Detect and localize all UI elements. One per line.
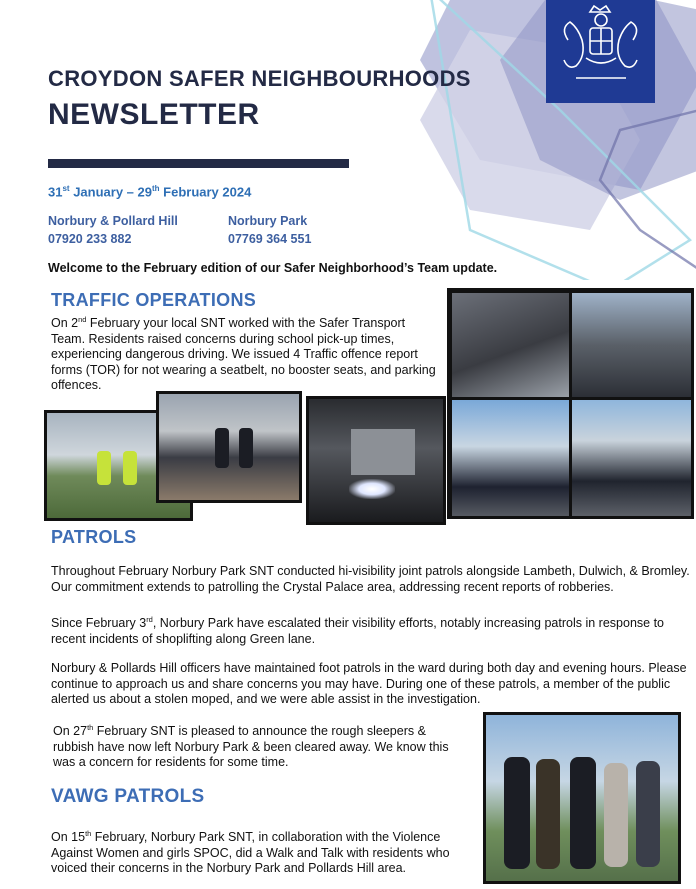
date-range: 31st January – 29th February 2024 bbox=[48, 184, 252, 200]
newsletter-title: CROYDON SAFER NEIGHBOURHOODS bbox=[48, 66, 471, 91]
officer-figure bbox=[215, 428, 229, 468]
photo-officers-trees bbox=[452, 400, 569, 516]
resident-figure bbox=[604, 763, 628, 867]
photo-night-garages bbox=[306, 396, 446, 525]
garage-door bbox=[351, 429, 415, 475]
photo-officers-street bbox=[572, 293, 691, 397]
torch-light bbox=[349, 479, 395, 499]
traffic-operations-heading: TRAFFIC OPERATIONS bbox=[51, 290, 257, 310]
photo-street-patrol bbox=[156, 391, 302, 503]
patrols-paragraph-3: Norbury & Pollards Hill officers have maintained foot patrols in the ward during both day and evening hours. Please continue to approach us and share concerns you may have. During one of these patrols, a member of the public alerted us about a stolen moped, and we were able assist in the investigation. bbox=[51, 661, 687, 706]
patrols-paragraph-4: On 27th February SNT is pleased to announce the rough sleepers & rubbish have now left Norbury Park & been cleared away. We know this was a concern for residents for some time. bbox=[53, 723, 449, 770]
resident-figure bbox=[636, 761, 660, 867]
patrols-heading: PATROLS bbox=[51, 527, 137, 547]
newsletter-subtitle: NEWSLETTER bbox=[48, 98, 260, 131]
contact-norbury-pollard-hill bbox=[48, 212, 178, 248]
vawg-patrols-text: On 15th February, Norbury Park SNT, in collaboration with the Violence Against Women and girls SPOC, did a Walk and Talk with residents who voiced their concerns in the Norbury Park and Pollards Hill area. bbox=[51, 829, 450, 876]
contact-phone[interactable]: 07920 233 882 bbox=[48, 232, 132, 246]
photo-officers-group bbox=[572, 400, 691, 516]
patrols-paragraph-1: Throughout February Norbury Park SNT conducted hi-visibility joint patrols alongside Lambeth, Dulwich, & Bromley. Our commitment extends to patrolling the Crystal Palace area, addressing recent reports of robberies. bbox=[51, 564, 690, 594]
officer-figure bbox=[97, 451, 111, 485]
officer-figure bbox=[570, 757, 596, 869]
vawg-patrols-heading: VAWG PATROLS bbox=[51, 786, 205, 807]
officer-figure bbox=[123, 451, 137, 485]
contact-phone[interactable]: 07769 364 551 bbox=[228, 232, 312, 246]
welcome-text: Welcome to the February edition of our Safer Neighborhood’s Team update. bbox=[48, 261, 498, 275]
contact-area: Norbury & Pollard Hill bbox=[48, 214, 178, 228]
photo-vawg-walk-and-talk bbox=[483, 712, 681, 884]
officer-figure bbox=[504, 757, 530, 869]
header-divider bbox=[48, 159, 349, 168]
officer-figure bbox=[536, 759, 560, 869]
contact-norbury-park bbox=[228, 212, 311, 248]
police-crest-icon bbox=[546, 0, 655, 103]
photo-car-stop bbox=[452, 293, 569, 397]
patrols-paragraph-2: Since February 3rd, Norbury Park have escalated their visibility efforts, notably increasing patrols in response to recent incidents of shoplifting along Green lane. bbox=[51, 615, 664, 646]
officer-figure bbox=[239, 428, 253, 468]
traffic-operations-text: On 2nd February your local SNT worked with the Safer Transport Team. Residents raised concerns during school pick-up times, experiencing dangerous driving. We issued 4 Traffic offence report forms (TOR) for not wearing a seatbelt, no booster seats, and parking offences. bbox=[51, 315, 436, 393]
contact-area: Norbury Park bbox=[228, 214, 308, 228]
traffic-operation-photo-grid bbox=[447, 288, 694, 519]
